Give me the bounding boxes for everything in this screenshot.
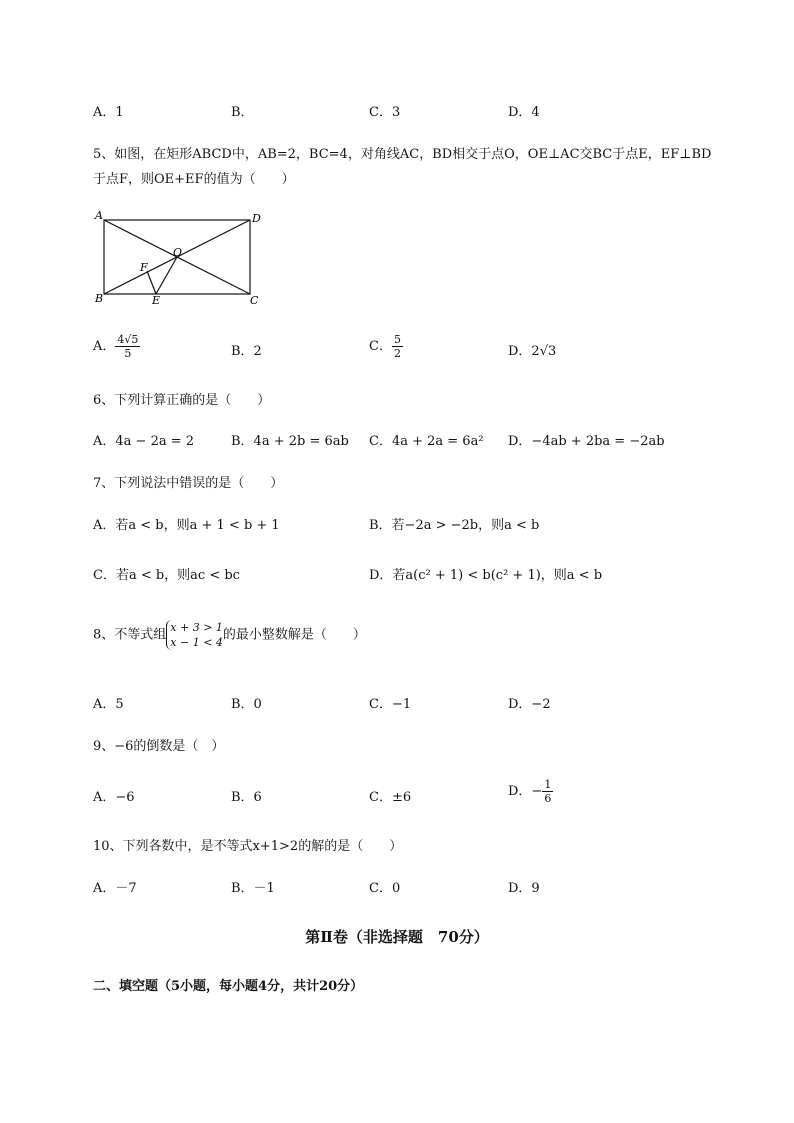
fraction-numerator: 1 bbox=[544, 778, 552, 791]
q7-stem: 7、下列说法中错误的是（ ） bbox=[93, 476, 284, 491]
q10-option-c: C．0 bbox=[369, 881, 401, 896]
q10-stem: 10、下列各数中，是不等式x+1>2的解的是（ ） bbox=[93, 839, 403, 854]
fraction-denominator: 2 bbox=[393, 347, 401, 360]
q8-option-c: C．−1 bbox=[369, 697, 412, 712]
q7-option-c: C．若a < b，则ac < bc bbox=[93, 568, 240, 583]
label-b: B bbox=[95, 292, 104, 305]
label-e: E bbox=[152, 294, 161, 307]
q4-option-c: C．3 bbox=[369, 105, 401, 120]
q10-option-b: B．－1 bbox=[231, 881, 275, 896]
q8-suffix: 的最小整数解是（ ） bbox=[222, 627, 366, 643]
q4-option-a: A．1 bbox=[93, 105, 124, 120]
q9-option-d-fraction bbox=[542, 778, 553, 805]
q5-stem-line2: 于点F，则OE+EF的值为（ ） bbox=[93, 172, 295, 187]
q9-option-c: C．±6 bbox=[369, 790, 412, 805]
q6-option-b: B．4a + 2b = 6ab bbox=[231, 434, 349, 449]
label-f: F bbox=[140, 261, 148, 274]
label-d: D bbox=[252, 212, 261, 225]
q8-option-a: A．5 bbox=[93, 697, 124, 712]
q8-option-b: B．0 bbox=[231, 697, 262, 712]
segment-ef bbox=[147, 271, 156, 294]
q10-option-a: A．－7 bbox=[93, 881, 137, 896]
fraction-denominator: 5 bbox=[124, 347, 132, 360]
q4-option-b: B． bbox=[231, 105, 254, 120]
q5-stem-line1: 5、如图，在矩形ABCD中，AB=2，BC=4，对角线AC，BD相交于点O，OE⊥AC交BC于点E，EF⊥BD bbox=[93, 147, 712, 162]
q4-option-d: D．4 bbox=[508, 105, 540, 120]
q9-option-d-prefix: D．− bbox=[508, 784, 543, 799]
q9-option-b: B．6 bbox=[231, 790, 262, 805]
q5-rectangle-figure bbox=[92, 208, 272, 308]
label-a: A bbox=[95, 209, 103, 222]
inequality-1: x + 3 > 1 bbox=[170, 621, 223, 634]
q5-option-c-prefix: C． bbox=[369, 339, 392, 354]
inequality-2: x − 1 < 4 bbox=[170, 636, 223, 649]
q9-option-a: A．−6 bbox=[93, 790, 135, 805]
q9-stem: 9、−6的倒数是（ ） bbox=[93, 739, 225, 754]
q6-option-d: D．−4ab + 2ba = −2ab bbox=[508, 434, 665, 449]
section-two-heading: 二、填空题（5小题，每小题4分，共计20分） bbox=[93, 979, 364, 994]
q5-option-d: D．2√3 bbox=[508, 344, 557, 359]
q6-option-a: A．4a − 2a = 2 bbox=[93, 434, 195, 449]
fraction-numerator: 5 bbox=[393, 333, 401, 346]
q10-option-d: D．9 bbox=[508, 881, 540, 896]
q5-option-b: B．2 bbox=[231, 344, 262, 359]
fraction-numerator: 4√5 bbox=[117, 333, 139, 346]
q5-option-a-prefix: A． bbox=[93, 339, 116, 354]
q6-option-c: C．4a + 2a = 6a² bbox=[369, 434, 484, 449]
q8-prefix: 8、不等式组 bbox=[93, 627, 167, 643]
label-o: O bbox=[173, 246, 183, 259]
label-c: C bbox=[250, 294, 259, 307]
q7-option-d: D．若a(c² + 1) < b(c² + 1)，则a < b bbox=[369, 568, 603, 583]
q7-option-b: B．若−2a > −2b，则a < b bbox=[369, 518, 540, 533]
part-two-title: 第Ⅱ卷（非选择题 70分） bbox=[305, 928, 489, 946]
q6-stem: 6、下列计算正确的是（ ） bbox=[93, 393, 271, 408]
inequality-system bbox=[166, 620, 223, 650]
q7-option-a: A．若a < b，则a + 1 < b + 1 bbox=[93, 518, 280, 533]
q5-option-c bbox=[369, 333, 403, 360]
q5-option-a-fraction bbox=[115, 333, 140, 360]
q5-option-a bbox=[93, 333, 140, 360]
q9-option-d bbox=[508, 778, 553, 805]
q8-stem bbox=[93, 620, 366, 650]
q5-option-c-fraction bbox=[392, 333, 403, 360]
fraction-denominator: 6 bbox=[544, 792, 552, 805]
q8-option-d: D．−2 bbox=[508, 697, 551, 712]
